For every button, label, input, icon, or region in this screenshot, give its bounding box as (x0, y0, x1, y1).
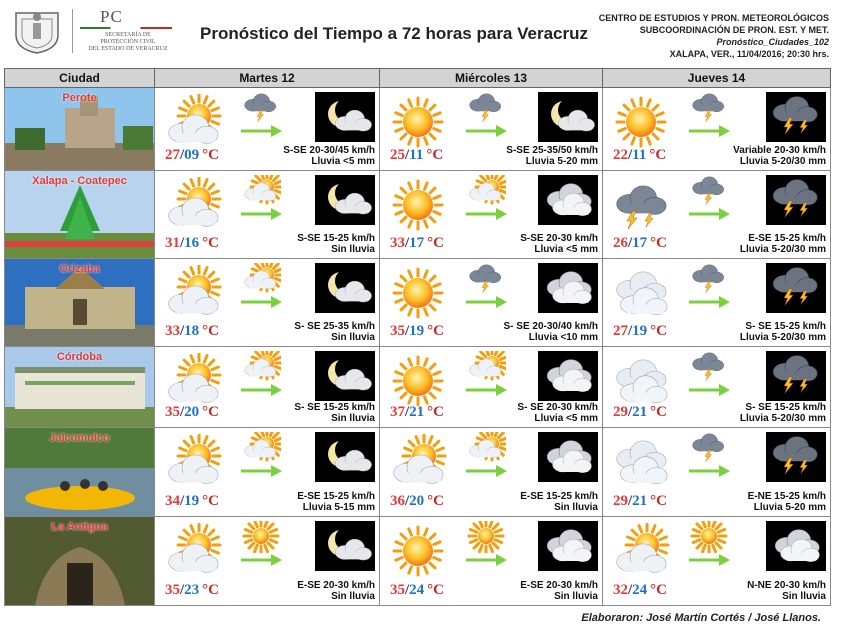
moon-cloud-icon (538, 92, 598, 142)
day-forecast-cell (603, 171, 831, 259)
temp-max: 22 (613, 147, 628, 163)
arrow-right-icon (239, 295, 283, 309)
temp-min: 23 (184, 582, 200, 598)
arrow-right-icon (687, 124, 731, 138)
temp-min: 11 (409, 147, 424, 163)
wind-text: S- SE 20-30/40 km/h (503, 321, 598, 332)
city-cell (5, 171, 155, 259)
table-row (5, 428, 831, 517)
pc-logo (8, 5, 166, 57)
arrow-right-icon (464, 553, 508, 567)
temp-max: 25 (390, 147, 405, 163)
temp-separator: / (405, 147, 410, 163)
temp-min: 19 (184, 493, 200, 509)
rain-text: Sin lluvia (331, 244, 375, 255)
arrow-right-icon (464, 207, 508, 221)
storm-cloud-big-icon (609, 177, 673, 233)
partly-cloudy-icon (161, 353, 225, 409)
temp-min: 18 (184, 323, 200, 339)
cloudy-icon (609, 353, 673, 409)
rain-text: Sin lluvia (554, 591, 598, 602)
city-name: Orizaba (59, 263, 100, 275)
institution-block (599, 12, 829, 60)
temp-separator: / (180, 404, 185, 420)
logo-subtitle: SECRETARÍA DE PROTECCIÓN CIVIL DEL ESTADO DE VERACRUZ (88, 32, 168, 52)
temp-max: 29 (613, 404, 628, 420)
moon-cloud-icon (315, 521, 375, 571)
wind-text: E-SE 15-25 km/h (520, 491, 598, 502)
city-cell (5, 428, 155, 517)
temp-max: 36 (390, 493, 405, 509)
temp-max: 37 (390, 404, 405, 420)
wind-rain-info (520, 233, 598, 255)
night-cloud-icon (538, 432, 598, 482)
table-row (5, 171, 831, 259)
moon-cloud-icon (315, 432, 375, 482)
temp-separator: / (180, 323, 185, 339)
partly-cloudy-small-icon (241, 175, 281, 207)
city-cell (5, 347, 155, 428)
rain-text: Lluvia 5-20 mm (753, 502, 826, 513)
cloudy-icon (609, 434, 673, 490)
thunderstorm-icon (766, 351, 826, 401)
table-header-row (5, 69, 831, 88)
temp-max: 33 (390, 235, 405, 251)
wind-rain-info (747, 580, 826, 602)
temp-separator: / (628, 147, 633, 163)
temp-min: 21 (632, 404, 648, 420)
temperature (613, 147, 666, 164)
city-name: Xalapa - Coatepec (32, 175, 127, 187)
temp-unit: °C (202, 493, 220, 509)
temp-separator: / (405, 235, 410, 251)
wind-text: E-SE 20-30 km/h (297, 580, 375, 591)
day-forecast-cell (380, 517, 603, 606)
temp-min: 17 (409, 235, 425, 251)
temp-unit: °C (650, 493, 668, 509)
wind-text: E-SE 20-30 km/h (520, 580, 598, 591)
moon-cloud-icon (315, 351, 375, 401)
city-cell (5, 259, 155, 347)
rain-text: Sin lluvia (782, 591, 826, 602)
temperature (613, 235, 667, 252)
wind-text: S- SE 20-30 km/h (517, 402, 598, 413)
wind-rain-info (294, 321, 375, 343)
temperature (390, 404, 444, 421)
wind-rain-info (740, 233, 826, 255)
temperature (390, 582, 444, 599)
temp-separator: / (180, 493, 185, 509)
storm-cloud-icon (689, 92, 729, 124)
wind-rain-info (506, 145, 598, 167)
rain-text: Lluvia <10 mm (528, 332, 598, 343)
temp-separator: / (180, 582, 185, 598)
wind-text: E-SE 15-25 km/h (748, 233, 826, 244)
rain-text: Lluvia 5-15 mm (302, 502, 375, 513)
day-forecast-cell (603, 517, 831, 606)
city-cell (5, 88, 155, 171)
rain-text: Sin lluvia (554, 502, 598, 513)
storm-cloud-icon (689, 432, 729, 464)
temp-unit: °C (427, 235, 445, 251)
wind-rain-info (520, 491, 598, 513)
arrow-right-icon (687, 383, 731, 397)
city-cell (5, 517, 155, 606)
wind-text: S-SE 20-30 km/h (520, 233, 598, 244)
arrow-right-icon (464, 464, 508, 478)
temp-min: 21 (632, 493, 648, 509)
temp-separator: / (628, 493, 633, 509)
partly-cloudy-small-icon (466, 175, 506, 207)
day-forecast-cell (603, 88, 831, 171)
page-title: Pronóstico del Tiempo a 72 horas para Veracruz (200, 24, 588, 43)
rain-text: Lluvia <5 mm (311, 156, 375, 167)
column-header-day-3: Jueves 14 (603, 69, 831, 88)
temperature (165, 582, 219, 599)
veracruz-crest-icon (8, 5, 66, 55)
temp-unit: °C (427, 582, 445, 598)
rain-text: Lluvia 5-20/30 mm (739, 156, 826, 167)
arrow-right-icon (464, 295, 508, 309)
temp-unit: °C (202, 404, 220, 420)
temp-max: 31 (165, 235, 180, 251)
day-forecast-cell (155, 259, 380, 347)
temp-max: 35 (165, 404, 180, 420)
thunderstorm-icon (766, 263, 826, 313)
thunderstorm-icon (766, 92, 826, 142)
table-row (5, 517, 831, 606)
temp-unit: °C (650, 404, 668, 420)
partly-cloudy-icon (386, 434, 450, 490)
issue-date: XALAPA, VER., 11/04/2016; 20:30 hrs. (669, 49, 829, 59)
city-name: La Antigua (51, 521, 108, 533)
temp-min: 19 (632, 323, 648, 339)
temp-unit: °C (649, 147, 667, 163)
day-forecast-cell (380, 259, 603, 347)
temp-unit: °C (427, 493, 445, 509)
storm-cloud-icon (689, 175, 729, 207)
wind-text: S- SE 15-25 km/h (745, 402, 826, 413)
storm-cloud-icon (466, 263, 506, 295)
wind-text: S-SE 25-35/50 km/h (506, 145, 598, 156)
thunderstorm-icon (766, 432, 826, 482)
storm-cloud-icon (241, 92, 281, 124)
wind-rain-info (297, 580, 375, 602)
wind-rain-info (748, 491, 826, 513)
moon-cloud-icon (315, 175, 375, 225)
day-forecast-cell (155, 517, 380, 606)
sun-icon (386, 94, 450, 150)
institution-name: CENTRO DE ESTUDIOS Y PRON. METEOROLÓGICOS (598, 13, 829, 23)
partly-cloudy-icon (161, 177, 225, 233)
night-cloud-icon (538, 521, 598, 571)
wind-rain-info (297, 233, 375, 255)
arrow-right-icon (239, 383, 283, 397)
partly-cloudy-icon (161, 434, 225, 490)
temperature (165, 404, 219, 421)
temp-unit: °C (202, 323, 220, 339)
arrow-right-icon (239, 464, 283, 478)
arrow-right-icon (687, 207, 731, 221)
forecast-table (4, 68, 831, 606)
moon-cloud-icon (315, 263, 375, 313)
temp-max: 27 (613, 323, 628, 339)
temp-max: 27 (165, 147, 180, 163)
rain-text: Sin lluvia (331, 332, 375, 343)
partly-cloudy-small-icon (241, 351, 281, 383)
day-forecast-cell (603, 428, 831, 517)
sun-icon (609, 94, 673, 150)
wind-rain-info (504, 321, 599, 343)
temp-max: 34 (165, 493, 180, 509)
temp-unit: °C (202, 147, 220, 163)
rain-text: Lluvia 5-20/30 mm (739, 413, 826, 424)
sun-icon (386, 177, 450, 233)
table-row (5, 88, 831, 171)
rain-text: Lluvia 5-20/30 mm (739, 332, 826, 343)
day-forecast-cell (155, 428, 380, 517)
day-forecast-cell (380, 171, 603, 259)
wind-text: S- SE 25-35 km/h (294, 321, 375, 332)
night-cloud-icon (538, 263, 598, 313)
header (0, 0, 841, 66)
arrow-right-icon (464, 124, 508, 138)
sun-small-icon (466, 521, 506, 553)
arrow-right-icon (687, 464, 731, 478)
partly-cloudy-icon (609, 523, 673, 579)
authors-footer: Elaboraron: José Martín Cortés / José Llanos. (581, 612, 821, 624)
temp-max: 33 (165, 323, 180, 339)
wind-rain-info (740, 402, 826, 424)
wind-text: S-SE 20-30/45 km/h (283, 145, 375, 156)
wind-rain-info (297, 491, 375, 513)
temp-min: 11 (632, 147, 647, 163)
temp-unit: °C (426, 147, 444, 163)
subdivision-name: SUBCOORDINACIÓN DE PRON. EST. Y MET. (639, 25, 829, 35)
wind-text: E-NE 15-25 km/h (747, 491, 826, 502)
sun-icon (386, 353, 450, 409)
sun-icon (386, 523, 450, 579)
temp-separator: / (180, 235, 185, 251)
temperature (390, 493, 444, 510)
temp-min: 19 (409, 323, 425, 339)
wind-rain-info (294, 402, 375, 424)
column-header-day-1: Martes 12 (155, 69, 380, 88)
city-name: Perote (62, 92, 97, 104)
rain-text: Lluvia 5-20/30 mm (739, 244, 826, 255)
moon-cloud-icon (315, 92, 375, 142)
temp-min: 16 (184, 235, 200, 251)
temp-separator: / (405, 582, 410, 598)
temp-max: 35 (165, 582, 180, 598)
temp-unit: °C (427, 404, 445, 420)
temperature (390, 147, 443, 164)
temp-max: 35 (390, 323, 405, 339)
temperature (165, 493, 219, 510)
arrow-right-icon (687, 295, 731, 309)
day-forecast-cell (155, 347, 380, 428)
arrow-right-icon (687, 553, 731, 567)
sun-small-icon (689, 521, 729, 553)
wind-rain-info (283, 145, 375, 167)
partly-cloudy-icon (161, 523, 225, 579)
partly-cloudy-small-icon (466, 432, 506, 464)
wind-text: S- SE 15-25 km/h (745, 321, 826, 332)
storm-cloud-icon (689, 263, 729, 295)
temp-separator: / (628, 404, 633, 420)
temp-max: 32 (613, 582, 628, 598)
temp-min: 17 (632, 235, 648, 251)
temp-min: 20 (409, 493, 425, 509)
temp-unit: °C (202, 582, 220, 598)
temp-min: 20 (184, 404, 200, 420)
wind-text: N-NE 20-30 km/h (747, 580, 826, 591)
wind-text: Variable 20-30 km/h (733, 145, 826, 156)
temp-separator: / (180, 147, 185, 163)
temp-separator: / (628, 323, 633, 339)
temp-max: 29 (613, 493, 628, 509)
night-cloud-icon (538, 175, 598, 225)
table-row (5, 259, 831, 347)
day-forecast-cell (380, 347, 603, 428)
wind-rain-info (740, 321, 826, 343)
temperature (613, 582, 667, 599)
day-forecast-cell (155, 171, 380, 259)
temp-max: 35 (390, 582, 405, 598)
sun-small-icon (241, 521, 281, 553)
logo-pc-text: PC (100, 7, 123, 26)
temp-separator: / (405, 323, 410, 339)
temp-unit: °C (650, 582, 668, 598)
day-forecast-cell (380, 88, 603, 171)
temperature (613, 404, 667, 421)
temperature (165, 323, 219, 340)
rain-text: Lluvia <5 mm (534, 413, 598, 424)
table-row (5, 347, 831, 428)
column-header-day-2: Miércoles 13 (380, 69, 603, 88)
temp-max: 26 (613, 235, 628, 251)
day-forecast-cell (380, 428, 603, 517)
temp-unit: °C (650, 235, 668, 251)
storm-cloud-icon (466, 92, 506, 124)
sun-icon (386, 265, 450, 321)
temp-min: 21 (409, 404, 425, 420)
forecast-code: Pronóstico_Ciudades_102 (716, 37, 829, 47)
day-forecast-cell (155, 88, 380, 171)
temperature (165, 235, 219, 252)
partly-cloudy-small-icon (241, 432, 281, 464)
temperature (165, 147, 219, 164)
day-forecast-cell (603, 347, 831, 428)
column-header-city: Ciudad (5, 69, 155, 88)
partly-cloudy-icon (161, 265, 225, 321)
temp-separator: / (405, 493, 410, 509)
temperature (390, 235, 444, 252)
temp-min: 24 (409, 582, 425, 598)
temp-separator: / (405, 404, 410, 420)
temp-min: 09 (184, 147, 200, 163)
temp-min: 24 (632, 582, 648, 598)
logo-separator (72, 9, 73, 53)
temp-separator: / (628, 235, 633, 251)
wind-text: S- SE 15-25 km/h (294, 402, 375, 413)
wind-rain-info (520, 580, 598, 602)
partly-cloudy-small-icon (466, 351, 506, 383)
temp-separator: / (628, 582, 633, 598)
temperature (613, 323, 667, 340)
thunderstorm-icon (766, 175, 826, 225)
rain-text: Sin lluvia (331, 591, 375, 602)
temperature (613, 493, 667, 510)
arrow-right-icon (239, 553, 283, 567)
rain-text: Lluvia 5-20 mm (525, 156, 598, 167)
temp-unit: °C (202, 235, 220, 251)
partly-cloudy-icon (161, 94, 225, 150)
arrow-right-icon (464, 383, 508, 397)
wind-rain-info (517, 402, 598, 424)
cloudy-icon (609, 265, 673, 321)
city-name: Córdoba (56, 351, 103, 363)
logo-flag-stripe (80, 27, 172, 29)
night-cloud-icon (538, 351, 598, 401)
arrow-right-icon (239, 207, 283, 221)
temp-unit: °C (427, 323, 445, 339)
storm-cloud-icon (689, 351, 729, 383)
temperature (390, 323, 444, 340)
wind-text: E-SE 15-25 km/h (297, 491, 375, 502)
arrow-right-icon (239, 124, 283, 138)
wind-rain-info (733, 145, 826, 167)
city-name: Jalcomulco (49, 432, 110, 444)
day-forecast-cell (603, 259, 831, 347)
night-cloud-icon (766, 521, 826, 571)
wind-text: S-SE 15-25 km/h (297, 233, 375, 244)
temp-unit: °C (650, 323, 668, 339)
rain-text: Lluvia <5 mm (534, 244, 598, 255)
partly-cloudy-small-icon (241, 263, 281, 295)
rain-text: Sin lluvia (331, 413, 375, 424)
